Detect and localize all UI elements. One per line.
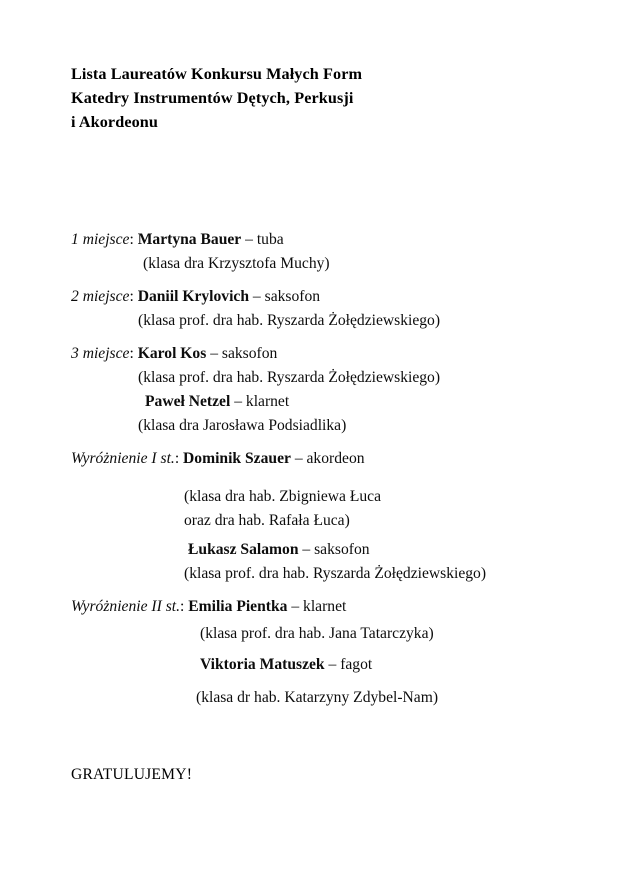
winner-dash: – [287, 598, 304, 615]
winner-teacher: (klasa prof. dra hab. Jana Tatarczyka) [200, 625, 434, 642]
award-group-3 [0, 342, 620, 438]
winner-teacher: (klasa dra Jarosława Podsiadlika) [138, 417, 347, 434]
award-place-label: 1 miejsce [71, 231, 130, 248]
award-place-label: 3 miejsce [71, 345, 130, 362]
winner-dash: – [290, 450, 307, 467]
award-group-distinction-2 [0, 595, 620, 714]
award-separator: : [129, 345, 138, 362]
title-line-3: i Akordeonu [71, 113, 159, 131]
line-spacer [0, 471, 620, 485]
page-title [71, 62, 541, 134]
group-spacer [0, 586, 620, 595]
winner-instrument: fagot [340, 656, 373, 673]
winner-line [0, 538, 620, 562]
winner-dash: – [206, 345, 222, 362]
award-headline [0, 228, 620, 252]
winner-name: Daniil Krylovich [137, 288, 250, 305]
laureates-list [0, 228, 620, 714]
award-group-distinction-1 [0, 447, 620, 586]
winner-name: Viktoria Matuszek [200, 656, 325, 673]
winner-dash: – [230, 393, 246, 410]
award-separator: : [129, 231, 138, 248]
winner-name: Emilia Pientka [188, 598, 288, 615]
award-place-label: 2 miejsce [71, 288, 130, 305]
winner-name: Dominik Szauer [183, 450, 291, 467]
award-place-label: Wyróżnienie I st. [71, 450, 175, 467]
winner-instrument: tuba [256, 231, 284, 248]
winner-teacher-cont: oraz dra hab. Rafała Łuca) [184, 512, 350, 529]
group-spacer [0, 438, 620, 447]
winner-teacher: (klasa prof. dra hab. Ryszarda Żołędziewskiego) [138, 312, 441, 329]
winner-teacher: (klasa prof. dra hab. Ryszarda Żołędziewskiego) [138, 369, 441, 386]
winner-line [0, 648, 620, 681]
winner-dash: – [241, 231, 257, 248]
award-group-2 [0, 285, 620, 333]
winner-teacher: (klasa dra Krzysztofa Muchy) [143, 255, 330, 272]
winner-teacher: (klasa prof. dra hab. Ryszarda Żołędziewskiego) [184, 565, 487, 582]
winner-name: Karol Kos [137, 345, 207, 362]
winner-instrument: klarnet [303, 598, 347, 615]
winner-name: Martyna Bauer [137, 231, 242, 248]
group-spacer [0, 276, 620, 285]
award-group-1 [0, 228, 620, 276]
award-headline [0, 342, 620, 366]
title-line-1: Lista Laureatów Konkursu Małych Form [71, 65, 363, 83]
award-headline [0, 285, 620, 309]
award-separator: : [174, 450, 184, 467]
winner-instrument: klarnet [245, 393, 290, 410]
winner-name: Paweł Netzel [145, 393, 231, 410]
closing-message: GRATULUJEMY! [71, 766, 193, 783]
winner-teacher: (klasa dr hab. Katarzyny Zdybel-Nam) [196, 689, 439, 706]
winner-dash: – [298, 541, 315, 558]
award-headline [0, 447, 620, 471]
winner-name: Łukasz Salamon [188, 541, 299, 558]
winner-teacher: (klasa dra hab. Zbigniewa Łuca [184, 488, 382, 505]
winner-line [0, 390, 620, 414]
group-spacer [0, 333, 620, 342]
award-place-label: Wyróżnienie II st. [71, 598, 180, 615]
winner-instrument: saksofon [221, 345, 278, 362]
award-headline [0, 595, 620, 619]
award-separator: : [129, 288, 138, 305]
winner-instrument: akordeon [306, 450, 365, 467]
winner-instrument: saksofon [314, 541, 370, 558]
winner-dash: – [324, 656, 341, 673]
award-separator: : [180, 598, 189, 615]
winner-dash: – [249, 288, 265, 305]
winner-instrument: saksofon [264, 288, 321, 305]
title-line-2: Katedry Instrumentów Dętych, Perkusji [71, 89, 354, 107]
